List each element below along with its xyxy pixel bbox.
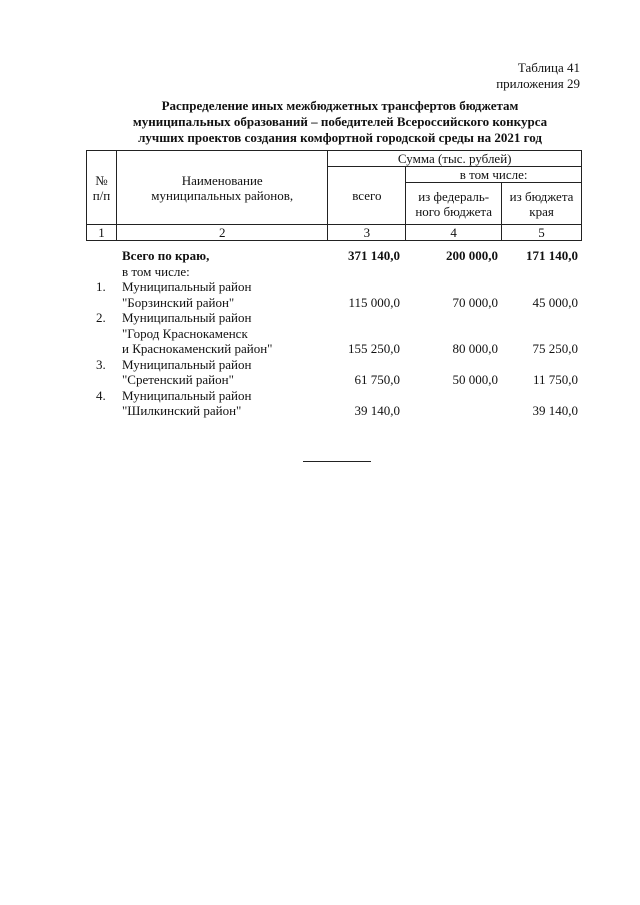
document-title — [90, 98, 590, 146]
table-row — [86, 310, 582, 326]
header-no-line1: № — [95, 172, 108, 188]
header-regional — [502, 183, 582, 225]
district-name-line: Муниципальный район — [122, 356, 252, 372]
table-row — [86, 388, 582, 404]
column-number: 5 — [502, 225, 582, 241]
row-regional: 75 250,0 — [532, 341, 578, 356]
column-number: 4 — [406, 225, 502, 241]
totals-regional: 171 140,0 — [526, 248, 578, 263]
table-row — [86, 357, 582, 373]
header-regional-line1: из бюджета — [509, 188, 574, 204]
table-number: Таблица 41 — [517, 60, 580, 75]
row-total: 61 750,0 — [354, 372, 400, 387]
district-name-line: Муниципальный район — [122, 310, 252, 325]
row-no: 2. — [96, 310, 106, 325]
title-line: лучших проектов создания комфортной городской среды на 2021 год — [138, 130, 542, 145]
column-number: 1 — [87, 225, 117, 241]
table-row — [86, 403, 582, 419]
table-row — [86, 279, 582, 295]
row-total: 39 140,0 — [354, 403, 400, 418]
end-separator-line — [303, 461, 371, 462]
table-row — [86, 372, 582, 388]
row-total: 115 000,0 — [348, 294, 400, 310]
header-name-line1: Наименование — [181, 172, 263, 188]
district-name-line: "Шилкинский район" — [122, 403, 242, 418]
totals-total: 371 140,0 — [348, 248, 400, 263]
district-name-line: "Город Краснокаменск — [122, 325, 248, 341]
table-reference — [496, 60, 580, 92]
header-name — [116, 151, 328, 225]
row-federal: 80 000,0 — [452, 341, 498, 356]
row-no: 3. — [96, 356, 106, 372]
table-row — [86, 295, 582, 311]
district-name-line: Муниципальный район — [122, 279, 252, 294]
row-total: 155 250,0 — [348, 341, 400, 356]
district-name-line: "Сретенский район" — [122, 372, 234, 387]
header-federal-line2: ного бюджета — [415, 203, 493, 219]
row-no: 4. — [96, 387, 106, 403]
totals-federal: 200 000,0 — [446, 248, 498, 263]
table-body — [86, 248, 582, 419]
title-line: муниципальных образований – победителей Всероссийского конкурса — [132, 114, 548, 129]
row-regional: 11 750,0 — [532, 372, 578, 387]
row-regional: 39 140,0 — [532, 403, 578, 418]
appendix-number: приложения 29 — [496, 76, 580, 91]
totals-row — [86, 248, 582, 264]
header-no-line2: п/п — [92, 187, 111, 203]
row-federal: 50 000,0 — [452, 372, 498, 387]
row-regional: 45 000,0 — [532, 294, 578, 310]
header-federal — [406, 183, 502, 225]
table-row — [86, 341, 582, 357]
header-federal-line1: из федераль- — [418, 188, 490, 204]
district-name-line: и Краснокаменский район" — [122, 341, 273, 356]
column-number: 3 — [328, 225, 406, 241]
row-federal: 70 000,0 — [452, 294, 498, 310]
row-no: 1. — [96, 279, 106, 294]
header-incl: в том числе: — [406, 167, 582, 183]
header-regional-line2: края — [529, 203, 554, 219]
totals-label: Всего по краю, — [122, 248, 210, 263]
district-name-line: "Борзинский район" — [122, 294, 235, 310]
header-no — [87, 151, 117, 225]
district-name-line: Муниципальный район — [122, 387, 252, 403]
table-header — [86, 150, 582, 241]
totals-incl: в том числе: — [122, 263, 190, 279]
table-row — [86, 326, 582, 342]
header-total: всего — [328, 167, 406, 225]
district-rows — [86, 279, 582, 419]
column-number: 2 — [116, 225, 328, 241]
header-sum: Сумма (тыс. рублей) — [328, 151, 582, 167]
totals-incl-row — [86, 264, 582, 280]
header-name-line2: муниципальных районов, — [151, 187, 294, 203]
title-line: Распределение иных межбюджетных трансфертов бюджетам — [161, 98, 519, 113]
